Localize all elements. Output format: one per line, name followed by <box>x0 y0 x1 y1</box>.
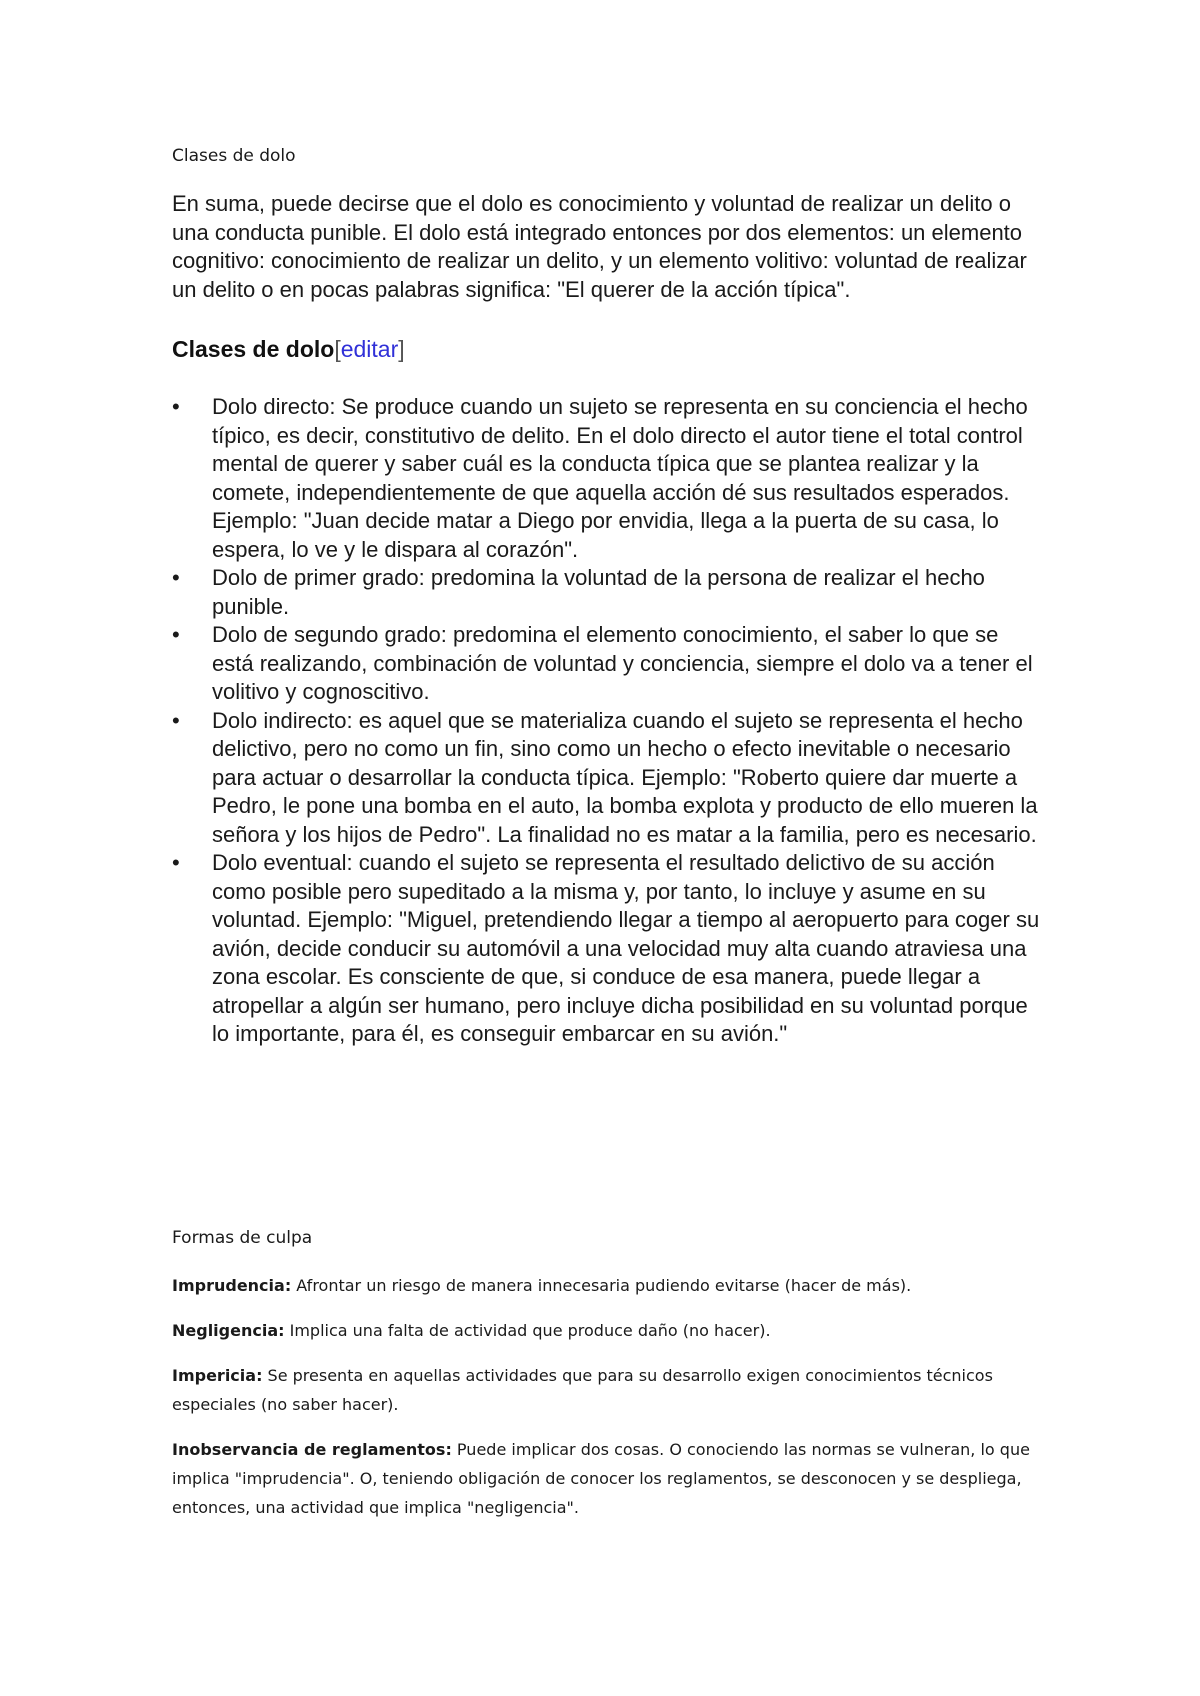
edit-bracket-close: ] <box>398 336 405 362</box>
list-item <box>172 393 1042 564</box>
list-item-text: Dolo directo: Se produce cuando un sujeto se representa en su conciencia el hecho típico, es decir, constitutivo de delito. En el dolo directo el autor tiene el total control mental de querer y saber cuál es la conducta típica que se plantea realizar y la comete, independientemente de que aquella acción dé sus resultados esperados. Ejemplo: "Juan decide matar a Diego por envidia, llega a la puerta de su casa, lo espera, lo ve y le dispara al corazón". <box>212 394 1028 562</box>
culpa-definition: Se presenta en aquellas actividades que para su desarrollo exigen conocimientos técnicos especiales (no saber hacer). <box>172 1366 993 1414</box>
edit-link[interactable]: editar <box>340 336 399 362</box>
list-item-text: Dolo eventual: cuando el sujeto se representa el resultado delictivo de su acción como posible pero supeditado a la misma y, por tanto, lo incluye y asume en su voluntad. Ejemplo: "Miguel, pretendiendo llegar a tiempo al aeropuerto para coger su avión, decide conducir su automóvil a una velocidad muy alta cuando atraviesa una zona escolar. Es consciente de que, si conduce de esa manera, puede llegar a atropellar a algún ser humano, pero incluye dicha posibilidad en su voluntad porque lo importante, para él, es conseguir embarcar en su avión." <box>212 850 1040 1046</box>
bullet-icon: • <box>172 394 180 419</box>
list-item <box>172 707 1042 850</box>
bullet-icon: • <box>172 622 180 647</box>
culpa-definition: Afrontar un riesgo de manera innecesaria pudiendo evitarse (hacer de más). <box>291 1276 912 1295</box>
bullet-icon: • <box>172 850 180 875</box>
list-item-text: Dolo de segundo grado: predomina el elemento conocimiento, el saber lo que se está realizando, combinación de voluntad y conciencia, siempre el dolo va a tener el volitivo y cognoscitivo. <box>212 622 1033 704</box>
culpa-item <box>172 1316 1052 1345</box>
section-title-text: Clases de dolo <box>172 336 335 362</box>
culpa-definition: Puede implicar dos cosas. O conociendo las normas se vulneran, lo que implica "imprudencia". O, teniendo obligación de conocer los reglamentos, se desconocen y se despliega, entonces, una actividad que implica "negligencia". <box>172 1440 1030 1517</box>
culpa-term: Negligencia: <box>172 1321 285 1340</box>
list-item <box>172 621 1042 707</box>
culpa-forms-list <box>172 1271 1052 1538</box>
culpa-term: Imprudencia: <box>172 1276 292 1295</box>
edit-bracket-open: [ <box>334 336 341 362</box>
section-title-clases-de-dolo <box>172 336 405 363</box>
culpa-item <box>172 1271 1052 1300</box>
culpa-item <box>172 1361 1052 1419</box>
culpa-term: Inobservancia de reglamentos: <box>172 1440 452 1459</box>
culpa-definition: Implica una falta de actividad que produce daño (no hacer). <box>284 1321 771 1340</box>
culpa-term: Impericia: <box>172 1366 263 1385</box>
bullet-icon: • <box>172 565 180 590</box>
list-item-text: Dolo de primer grado: predomina la voluntad de la persona de realizar el hecho punible. <box>212 565 985 619</box>
intro-paragraph: En suma, puede decirse que el dolo es conocimiento y voluntad de realizar un delito o una conducta punible. El dolo está integrado entonces por dos elementos: un elemento cognitivo: conocimiento de realizar un delito, y un elemento volitivo: voluntad de realizar un delito o en pocas palabras significa: "El querer de la acción típica". <box>172 191 1027 302</box>
dolo-types-list <box>172 393 1042 1049</box>
culpa-item <box>172 1435 1052 1522</box>
bullet-icon: • <box>172 707 180 733</box>
top-heading: Clases de dolo <box>172 146 296 166</box>
list-item <box>172 564 1042 621</box>
culpa-heading: Formas de culpa <box>172 1228 313 1248</box>
list-item <box>172 849 1042 1049</box>
list-item-text: Dolo indirecto: es aquel que se materializa cuando el sujeto se representa el hecho delictivo, pero no como un fin, sino como un hecho o efecto inevitable o necesario para actuar o desarrollar la conducta típica. Ejemplo: "Roberto quiere dar muerte a Pedro, le pone una bomba en el auto, la bomba explota y producto de ello mueren la señora y los hijos de Pedro". La finalidad no es matar a la familia, pero es necesario. <box>212 707 1038 847</box>
